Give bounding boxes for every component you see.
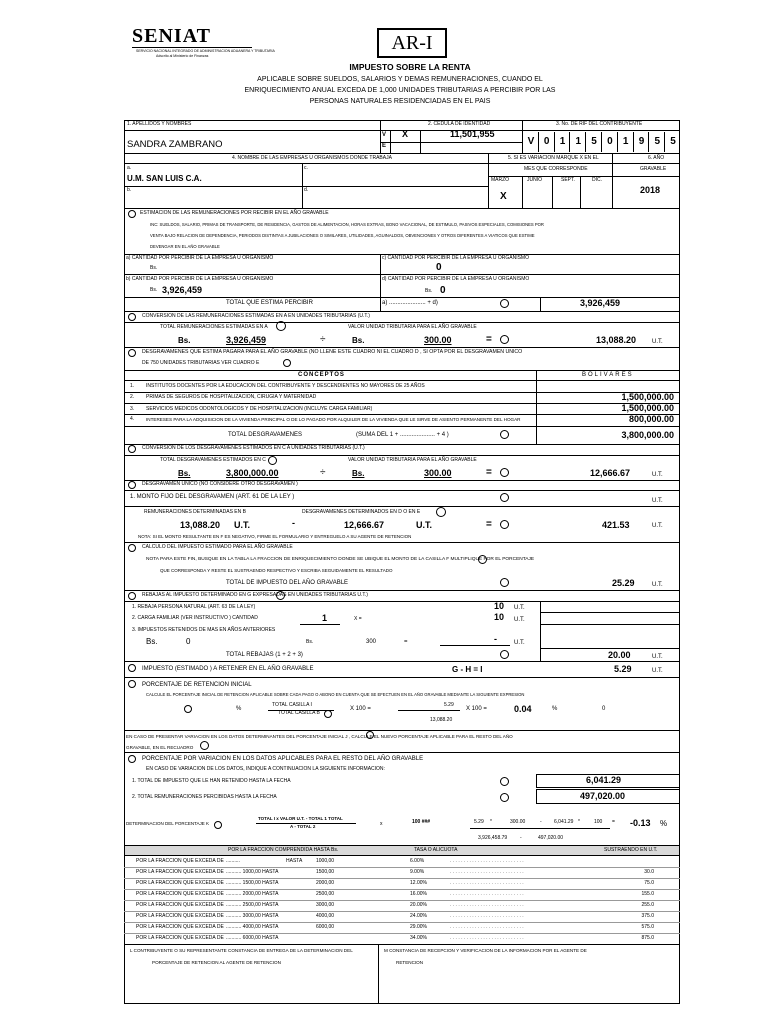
rate-row-to: 1000,00 — [316, 858, 335, 864]
seck-title: PORCENTAJE POR VARIACION EN LOS DATOS APLICABLES PARA EL RESTO DEL AÑO GRAVABLE — [142, 756, 424, 762]
label-variacion-1: 5. SI ES VARIACION MARQUE X EN EL — [508, 155, 599, 161]
label-rif: 3. No. DE RIF DEL CONTRIBUYENTE — [556, 121, 643, 127]
label-b: b. — [127, 187, 132, 193]
secj-x100b: X 100 = — [466, 706, 487, 712]
label-apellidos: 1. APELLIDOS Y NOMBRES — [127, 121, 192, 127]
form-subtitle-2: ENRIQUECIMIENTO ANUAL EXCEDA DE 1,000 UNIDADES TRIBUTARIAS A PERCIBIR POR LAS — [244, 87, 556, 94]
sech-r3-ut: U.T. — [514, 640, 525, 646]
seci-title: IMPUESTO (ESTIMADO ) A RETENER EN EL AÑO GRAVABLE — [142, 666, 314, 672]
rate-row-label: POR LA FRACCION QUE EXCEDA DE — [136, 858, 224, 864]
rif-digit: 1 — [569, 132, 586, 152]
secf-label-1: REMUNERACIONES DETERMINADAS EN B — [144, 509, 246, 515]
seck-pct: % — [660, 819, 668, 828]
secd-value-2: 300.00 — [424, 468, 452, 478]
secj-pct: % — [236, 706, 242, 712]
secf-minus: - — [292, 518, 295, 528]
secd-result: 12,666.67 — [590, 468, 631, 478]
rate-header-1: POR LA FRACCION COMPRENDIDA HASTA Bs. — [228, 847, 339, 853]
rif-digit: 0 — [538, 132, 555, 152]
seck-f-g: 100 — [594, 819, 603, 825]
seck-sub2: - — [520, 835, 522, 841]
seck-det: DETERMINACION DEL PORCENTAJE K — [126, 821, 210, 826]
rate-row-from: ........... 2000,00 HASTA — [226, 891, 279, 897]
secb-ut: U.T. — [652, 339, 663, 345]
rate-row-rate: 24.00% — [410, 913, 427, 919]
secf-ut-3: U.T. — [652, 523, 663, 529]
rate-row-from: ........... 1500,00 HASTA — [226, 880, 279, 886]
seca-value-d: 0 — [440, 285, 446, 296]
rate-row-rate: 6.00% — [410, 858, 425, 864]
rate-row-to: 2500,00 — [316, 891, 335, 897]
seniat-brand: SENIAT — [132, 25, 211, 47]
label-variacion-2: MES QUE CORRESPONDE — [524, 166, 588, 172]
rate-row-sustraendo: 575.0 — [641, 924, 654, 930]
secf-eq: = — [486, 519, 492, 530]
rate-row-dots: . . . . . . . . . . . . . . . . . . . . . . . . . . . — [450, 935, 524, 941]
secf-ut-2: U.T. — [416, 520, 433, 530]
label-e: E — [382, 143, 387, 149]
sech-r3: 3. IMPUESTOS RETENIDOS DE MAS EN AÑOS ANTERIORES — [132, 627, 276, 633]
secd-div: ÷ — [320, 467, 326, 478]
rate-row-sustraendo: 75.0 — [644, 880, 654, 886]
rate-row-label: POR LA FRACCION QUE EXCEDA DE — [136, 935, 224, 941]
rif-digit: 1 — [554, 132, 571, 152]
secg-title: CALCULO DEL IMPUESTO ESTIMADO PARA EL AÑO GRAVABLE — [142, 544, 293, 550]
secc-row-2-val: 1,500,000.00 — [621, 392, 674, 402]
form-subtitle-3: PERSONAS NATURALES RESIDENCIADAS EN EL PAIS — [309, 98, 491, 105]
rif-digit: 5 — [664, 132, 681, 152]
seck-r2-value: 497,020.00 — [580, 791, 626, 801]
rate-row-sustraendo: 155.0 — [641, 891, 654, 897]
seca-label-a: a) CANTIDAD POR PERCIBIR DE LA EMPRESA U ORGANISMO — [126, 255, 274, 261]
rif-digit: 1 — [617, 132, 634, 152]
sech-title: REBAJAS AL IMPUESTO DETERMINADO EN G EXPRESADAS EN UNIDADES TRIBUTARIAS U.T.) — [142, 592, 368, 598]
rate-row-sustraendo: 30.0 — [644, 869, 654, 875]
rate-row-label: POR LA FRACCION QUE EXCEDA DE — [136, 913, 224, 919]
secf-ut-1: U.T. — [234, 520, 251, 530]
rate-row-from: .......... — [226, 858, 240, 864]
sech-r3-a: 0 — [186, 637, 191, 646]
secd-ut: U.T. — [652, 472, 663, 478]
footer-l2: PORCENTAJE DE RETENCION AL AGENTE DE RETENCION — [152, 960, 281, 965]
secf-value-1: 13,088.20 — [180, 520, 221, 530]
label-d: d. — [304, 187, 309, 193]
secb-value-1: 3,926,459 — [226, 335, 267, 345]
rif-digit: 0 — [601, 132, 618, 152]
sece-ut: U.T. — [652, 498, 663, 504]
rate-row-from: ........... 1000,00 HASTA — [226, 869, 279, 875]
rif-digit: V — [522, 132, 539, 152]
label-a: a. — [127, 165, 132, 171]
secc-row-1-n: 1. — [130, 383, 135, 389]
secj-desc: CALCULE EL PORCENTAJE INICIAL DE RETENCION APLICABLE SOBRE CADA PAGO O ABONO EN CUENTA QUE SE EFECTUEN EN EL AÑO GRAVABLE MEDIANTE LA SIGUIENTE EXPRESION — [146, 692, 525, 697]
sech-total-label: TOTAL REBAJAS (1 + 2 + 3) — [226, 652, 303, 658]
rate-row-label: POR LA FRACCION QUE EXCEDA DE — [136, 869, 224, 875]
seck-sub3: 497,020.00 — [538, 835, 564, 841]
secj-zero: 0 — [602, 706, 606, 712]
seca-value-c: 0 — [436, 262, 442, 273]
secd-bs: Bs. — [178, 469, 191, 478]
rate-row-rate: 29.00% — [410, 924, 427, 930]
seca-label-b: b) CANTIDAD POR PERCIBIR DE LA EMPRESA U ORGANISMO — [126, 276, 274, 282]
secc-row-4-val: 800,000.00 — [628, 414, 674, 424]
footer-m2: RETENCION — [396, 960, 424, 965]
year-value: 2018 — [640, 185, 661, 195]
rate-row-rate: 12.00% — [410, 880, 427, 886]
secc-row-2-n: 2. — [130, 394, 135, 400]
seck-f-f: * — [578, 819, 580, 825]
month-dic: DIC. — [592, 177, 602, 183]
secc-total-formula: (SUMA DEL 1 + ..................... + 4 ) — [356, 432, 449, 438]
sech-r1-value: 10 — [494, 601, 505, 611]
label-empresas: 4. NOMBRE DE LAS EMPRESAS U ORGANISMOS DONDE TRABAJA — [232, 155, 392, 161]
rate-row-dots: . . . . . . . . . . . . . . . . . . . . . . . . . . . — [450, 924, 524, 930]
rate-row-from: ........... 4000,00 HASTA — [226, 924, 279, 930]
secg-nota-2: QUE CORRESPONDA Y RESTE EL SUSTRAENDO RESPECTIVO Y ESCRIBA SEGUIDAMENTE EL RESULTADO — [160, 568, 393, 573]
rif-digit: 5 — [585, 132, 602, 152]
secc-title: DESGRAVAMENES QUE ESTIMA PAGARA PARA EL AÑO GRAVABLE (NO LLENE ESTE CUADRO NI EL CUADRO D , SI OPTA POR EL DESGRAVAMEN UNICO — [142, 349, 523, 355]
rate-row-rate: 34.00% — [410, 935, 427, 941]
seca-formula: a) ...................... + d) — [382, 300, 438, 306]
sech-total-ut: U.T. — [652, 654, 663, 660]
secb-value-2: 300.00 — [424, 335, 452, 345]
seci-formula: G - H = I — [452, 665, 483, 674]
seca-note-3: DEVENGAR EN EL AÑO GRAVABLE — [150, 244, 220, 249]
rate-row-rate: 9.00% — [410, 869, 425, 875]
secc-bolivares: BOLIVARES — [582, 372, 634, 378]
sech-r2: 2. CARGA FAMILIAR (VER INSTRUCTIVO ) CANTIDAD — [132, 615, 258, 621]
secd-bs-2: Bs. — [352, 469, 365, 478]
sece-title: DESGRAVAMEN UNICO (NO CONSIDERE OTRO DESGRAVAMEN ) — [142, 481, 298, 487]
secc-row-3-label: SERVICIOS MEDICOS ODONTOLOGICOS Y DE HOSPITALIZACION (INCLUYE CARGA FAMILIAR) — [146, 406, 373, 412]
seck-f-num: TOTAL I x VALOR U.T. - TOTAL 1 TOTAL — [258, 816, 343, 821]
secj-n-val: 5.29 — [444, 702, 454, 708]
rate-row-to: 3000,00 — [316, 902, 335, 908]
secd-eq: = — [486, 467, 492, 478]
secb-label-2: VALOR UNIDAD TRIBUTARIA PARA EL AÑO GRAVABLE — [348, 324, 477, 330]
seniat-logo — [132, 25, 275, 58]
rate-row-sustraendo: 255.0 — [641, 902, 654, 908]
seck-f-a: 5.29 — [474, 819, 484, 825]
label-ano: 6. AÑO — [648, 155, 665, 161]
secd-label-1: TOTAL DESGRAVAMENES ESTIMADOS EN C — [160, 457, 266, 463]
secb-result: 13,088.20 — [596, 335, 637, 345]
rate-header-2: TASA O ALICUOTA — [414, 847, 458, 853]
seck-r1-value: 6,041.29 — [586, 775, 622, 785]
seck-r1: 1. TOTAL DE IMPUESTO QUE LE HAN RETENIDO HASTA LA FECHA — [132, 778, 291, 784]
secj-num: TOTAL CASILLA I — [272, 702, 312, 708]
sech-r2-ut: U.T. — [514, 617, 525, 623]
seca-note-2: VENTA BAJO RELACION DE DEPENDENCIA, PERIODOS DISTINTAS A JUBILACIONES O SIMILARES, UTILIDADES, AGUINALDOS, OBVENCIONES Y OTROS DIFERENTES A VIATICOS QUE ESTIME — [150, 233, 535, 238]
secc-row-3-val: 1,500,000.00 — [621, 403, 674, 413]
form-code-box — [377, 28, 447, 58]
seca-bs-a: Bs. — [150, 265, 158, 271]
secc-row-4-label: INTERESES PARA LA ADQUISICION DE LA VIVIENDA PRINCIPAL O DE LO PAGADO POR ALQUILER DE LA VIVIENDA QUE LE SIRVE DE ASIENTO PERMANENTE DEL HOGAR — [146, 417, 521, 422]
rate-row-label: POR LA FRACCION QUE EXCEDA DE — [136, 902, 224, 908]
secc-conceptos: CONCEPTOS — [298, 372, 345, 378]
rate-row-dots: . . . . . . . . . . . . . . . . . . . . . . . . . . . — [450, 858, 524, 864]
month-marzo: MARZO — [491, 177, 510, 183]
label-c: c. — [304, 165, 308, 171]
seca-title: ESTIMACION DE LAS REMUNERACIONES POR RECIBIR EN EL AÑO GRAVABLE — [140, 210, 329, 216]
seniat-line2: Adscrito al Ministerio de Finanzas — [156, 54, 209, 58]
secf-label-2: DESGRAVAMENES DETERMINADOS EN D O EN E — [302, 509, 421, 515]
rate-row-label: POR LA FRACCION QUE EXCEDA DE — [136, 891, 224, 897]
month-junio: JUNIO — [527, 177, 542, 183]
seck-f-eq: = — [612, 819, 615, 825]
form-title: IMPUESTO SOBRE LA RENTA — [349, 62, 471, 72]
secg-nota-1: NOTA PARA ESTE FIN, BUSQUE EN LA TABLA LA FRACCION DE ENRIQUECIMIENTO DONDE SE UBIQUE EL MONTO DE LA CASILLA F MULTIPLIQUE POR EL PORCENTAJE — [146, 557, 535, 562]
rate-row-to: 6000,00 — [316, 924, 335, 930]
sech-r1: 1. REBAJA PERSONA NATURAL (ART. 63 DE LA LEY) — [132, 604, 256, 610]
label-cedula: 2. CÉDULA DE IDENTIDAD — [428, 121, 491, 127]
seca-total-label: TOTAL QUE ESTIMA PERCIBIR — [226, 300, 313, 306]
rate-row-dots: . . . . . . . . . . . . . . . . . . . . . . . . . . . — [450, 913, 524, 919]
sech-r2-x: X = — [354, 616, 362, 622]
secf-nota: NOTA: SI EL MONTO RESULTANTE EN F ES NEGATIVO, FIRME EL FORMULARIO Y ENTREGUELO A SU AGENTE DE RETENCION — [138, 534, 412, 539]
seck-sub: EN CASO DE VARIACION DE LOS DATOS, INDIQUE A CONTINUACION LA SIGUIENTE INFORMACION: — [146, 766, 385, 772]
seck-f-b: * — [490, 819, 492, 825]
secb-div: ÷ — [320, 334, 326, 345]
seca-bs-d: Bs. — [425, 288, 433, 294]
seck-note-2: GRAVABLE, EN EL RECUADRO — [126, 745, 194, 750]
rate-row-dots: . . . . . . . . . . . . . . . . . . . . . . . . . . . — [450, 880, 524, 886]
rate-row-hasta: HASTA — [286, 858, 303, 864]
secg-total-label: TOTAL DE IMPUESTO DEL AÑO GRAVABLE — [226, 580, 349, 586]
secb-title: CONVERSION DE LAS REMUNERACIONES ESTIMADAS EN A EN UNIDADES TRIBUTARIAS (U.T.) — [142, 313, 370, 319]
secj-title: PORCENTAJE DE RETENCION INICIAL — [142, 682, 252, 688]
rate-row-to: 2000,00 — [316, 880, 335, 886]
rate-row-from: ........... 6000,00 HASTA — [226, 935, 279, 941]
seca-total: 3,926,459 — [580, 298, 621, 308]
seca-label-c: c) CANTIDAD POR PERCIBIR DE LA EMPRESA U ORGANISMO — [382, 255, 529, 261]
label-v: V — [382, 132, 387, 138]
sech-r1-ut: U.T. — [514, 605, 525, 611]
secd-value-1: 3,800,000.00 — [226, 468, 279, 478]
seck-sub1: 3,926,458.79 — [478, 835, 508, 841]
sece-row-1: 1. MONTO FIJO DEL DESGRAVAMEN (ART. 61 DE LA LEY ) — [130, 494, 295, 500]
secj-den: TOTAL CASILLA B — [278, 710, 320, 716]
contribuyente-name: SANDRA ZAMBRANO — [127, 139, 223, 150]
rate-row-rate: 16.00% — [410, 891, 427, 897]
sech-r3-bs: Bs. — [146, 637, 158, 646]
rate-row-rate: 20.00% — [410, 902, 427, 908]
secc-total: 3,800,000.00 — [621, 430, 674, 440]
form-subtitle-1: APLICABLE SOBRE SUELDOS, SALARIOS Y DEMAS REMUNERACIONES, CUANDO EL — [257, 76, 543, 83]
footer-m: M CONSTANCIA DE RECEPCION Y VERIFICACION DE LA INFORMACION POR EL AGENTE DE — [384, 948, 587, 953]
secb-bs-2: Bs. — [352, 336, 365, 345]
sech-r3-b: 300 — [366, 639, 377, 645]
rate-row-dots: . . . . . . . . . . . . . . . . . . . . . . . . . . . — [450, 869, 524, 875]
secb-bs: Bs. — [178, 336, 191, 345]
seck-f-den: A - TOTAL 2 — [290, 824, 316, 829]
seck-f-x: x — [380, 821, 383, 827]
cedula-value: 11,501,955 — [450, 129, 495, 139]
secc-row-3-n: 3. — [130, 406, 135, 412]
secj-result: 0.04 — [514, 704, 532, 714]
form-code: AR-I — [391, 32, 433, 54]
secg-ut: U.T. — [652, 582, 663, 588]
label-gravable: GRAVABLE — [640, 166, 667, 172]
rate-row-to: 4000,00 — [316, 913, 335, 919]
rate-row-dots: . . . . . . . . . . . . . . . . . . . . . . . . . . . — [450, 891, 524, 897]
seck-f-d: - — [540, 819, 542, 825]
sech-r2-qty: 1 — [322, 613, 328, 623]
secc-row-4-n: 4. — [130, 416, 135, 422]
rate-row-label: POR LA FRACCION QUE EXCEDA DE — [136, 880, 224, 886]
secg-total: 25.29 — [612, 578, 635, 588]
nationality-x: X — [402, 129, 409, 139]
secj-pct2: % — [552, 706, 558, 712]
rate-table-header — [125, 846, 679, 855]
seniat-line1: SERVICIO NACIONAL INTEGRADO DE ADMINISTRACION ADUANERA Y TRIBUTARIA — [136, 49, 275, 53]
secf-result: 421.53 — [602, 520, 630, 530]
sech-r3-value: - — [494, 634, 497, 644]
sech-r3-eq: = — [404, 639, 408, 645]
sech-total: 20.00 — [608, 650, 631, 660]
month-sept: SEPT. — [561, 177, 575, 183]
secd-title: CONVERSION DE LOS DESGRAVAMENES ESTIMADOS EN C A UNIDADES TRIBUTARIAS (U.T.) — [142, 445, 365, 451]
secd-label-2: VALOR UNIDAD TRIBUTARIA PARA EL AÑO GRAVABLE — [348, 457, 477, 463]
rate-row-from: ........... 2500,00 HASTA — [226, 902, 279, 908]
empresa-a: U.M. SAN LUIS C.A. — [127, 174, 202, 183]
secb-label-1: TOTAL REMUNERACIONES ESTIMADAS EN A — [160, 324, 268, 330]
rate-row-to: 1500,00 — [316, 869, 335, 875]
secc-row-2-label: PRIMAS DE SEGUROS DE HOSPITALIZACION, CIRUGIA Y MATERNIDAD — [146, 394, 317, 400]
seci-total: 5.29 — [614, 664, 632, 674]
seca-value-b: 3,926,459 — [162, 285, 203, 295]
seci-ut: U.T. — [652, 668, 663, 674]
rate-row-sustraendo: 875.0 — [641, 935, 654, 941]
month-x-mark: X — [500, 191, 507, 202]
rate-row-label: POR LA FRACCION QUE EXCEDA DE — [136, 924, 224, 930]
seck-f-c: 300.00 — [510, 819, 526, 825]
seca-bs-b: Bs. — [150, 287, 158, 293]
seck-note-1: EN CASO DE PRESENTAR VARIACION EN LOS DATOS DETERMINANTES DEL PORCENTAJE INICIAL J , CALCULE EL NUEVO PORCENTAJE APLICABLE PARA EL RESTO DEL AÑO — [126, 734, 513, 739]
secj-x100: X 100 = — [350, 706, 371, 712]
seck-f-100: 100 ### — [412, 819, 431, 825]
secc-title-2: DE 750 UNIDADES TRIBUTARIAS VER CUADRO E — [142, 360, 260, 366]
rate-header-3: SUSTRAENDO EN U.T. — [604, 847, 658, 853]
secc-total-label: TOTAL DESGRAVAMENES — [228, 432, 303, 438]
secb-eq: = — [486, 334, 492, 345]
seck-f-e: 6,041.29 — [554, 819, 574, 825]
secj-d-val: 13,088.20 — [430, 717, 453, 723]
rate-row-dots: . . . . . . . . . . . . . . . . . . . . . . . . . . . — [450, 902, 524, 908]
seck-r2: 2. TOTAL REMUNERACIONES PERCIBIDAS HASTA LA FECHA — [132, 794, 277, 800]
sech-r3-bs2: Bs. — [306, 639, 314, 645]
footer-l: L CONTRIBUYENTE O SU REPRESENTANTE CONSTANCIA DE ENTREGA DE LA DETERMINACION DEL — [130, 948, 353, 953]
seca-label-d: d) CANTIDAD POR PERCIBIR DE LA EMPRESA U ORGANISMO — [382, 276, 530, 282]
rate-row-sustraendo: 375.0 — [641, 913, 654, 919]
seca-note-1: INC: SUELDOS, SALARIO, PRIMAS DE TRANSPORTE, DE RESIDENCIA, GASTOS DE ALIMENTACION, HORAS EXTRAS, BONO VACACIONAL, DE ESTIMULO, PASIVOS ESPECIALES, COMISIONES POR — [150, 222, 544, 227]
rate-row-from: ........... 3000,00 HASTA — [226, 913, 279, 919]
seck-result: -0.13 — [630, 818, 651, 828]
rif-digit: 5 — [648, 132, 665, 152]
sech-r2-value: 10 — [494, 612, 505, 622]
secf-value-2: 12,666.67 — [344, 520, 385, 530]
rif-digit: 9 — [633, 132, 650, 152]
secc-row-1-label: INSTITUTOS DOCENTES POR LA EDUCACION DEL CONTRIBUYENTE Y DESCENDIENTES NO MAYORES DE 25 AÑOS — [146, 383, 425, 389]
